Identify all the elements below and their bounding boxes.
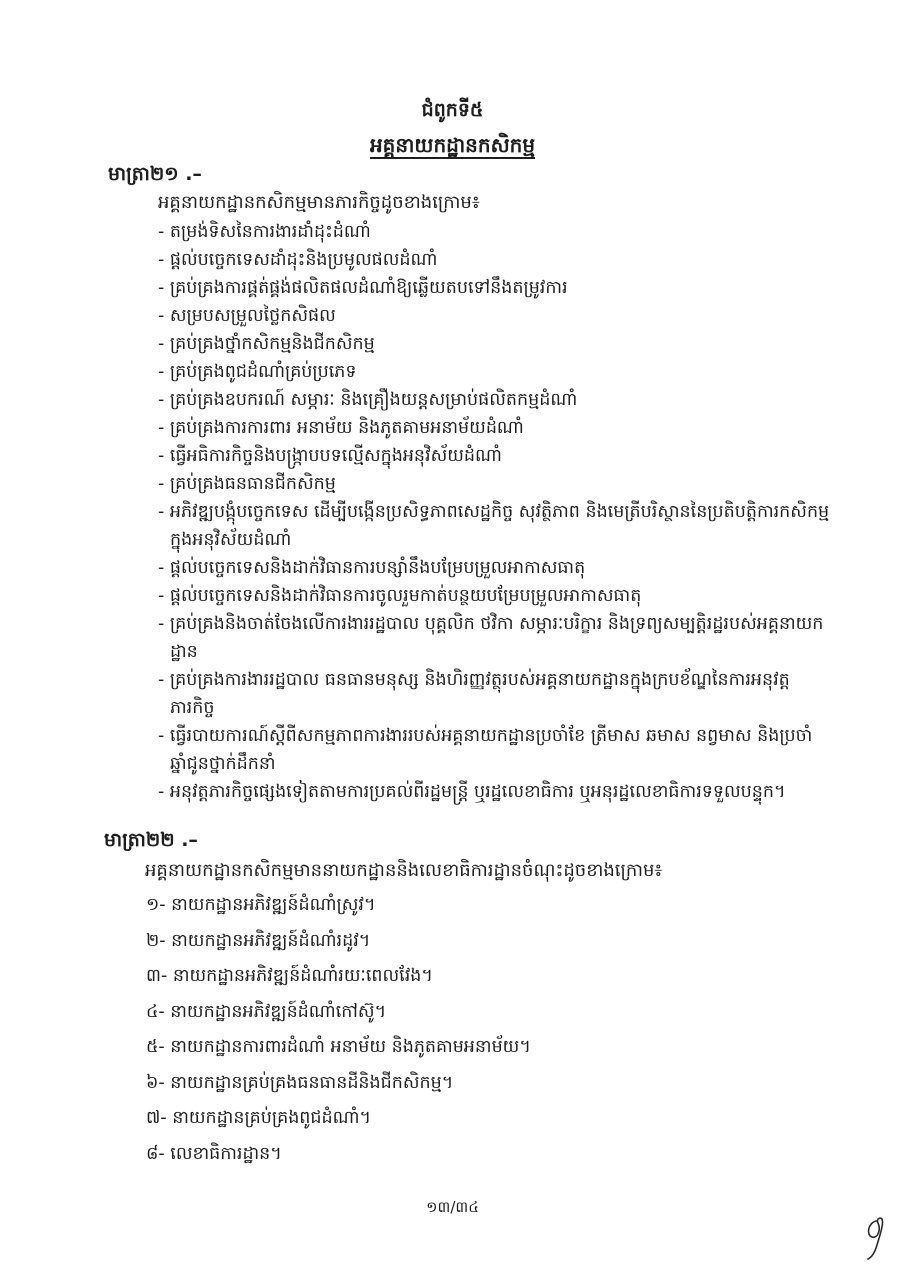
list-item: - គ្រប់គ្រងការងាររដ្ឋបាល ធនធានមនុស្ស និងហិរញ្ញវត្ថុរបស់អគ្គនាយកដ្ឋានក្នុងក្របខ័ណ្ឌនៃការអនុវត្តភារកិច្ច bbox=[158, 666, 830, 722]
list-item: ៥- នាយកដ្ឋានការពារដំណាំ អនាម័យ និងភូតគាមអនាម័យ។ bbox=[146, 1037, 531, 1057]
handwritten-initial-icon bbox=[862, 1215, 888, 1261]
list-item: - អនុវត្តភារកិច្ចផ្សេងទៀតតាមការប្រគល់ពីរដ្ឋមន្ត្រី ឬរដ្ឋលេខាធិការ ឬអនុរដ្ឋលេខាធិការទទួលបន្ទុក។ bbox=[158, 778, 830, 806]
list-item: - គ្រប់គ្រងឧបករណ៍ សម្ភារៈ និងគ្រឿងយន្តសម្រាប់ផលិតកម្មដំណាំ bbox=[158, 386, 830, 414]
article-21-duties-list bbox=[158, 218, 830, 806]
list-item: - សម្របសម្រួលថ្លៃកសិផល bbox=[158, 302, 830, 330]
list-item: - គ្រប់គ្រងពូជដំណាំគ្រប់ប្រភេទ bbox=[158, 358, 830, 386]
list-item: - គ្រប់គ្រងធនធានជីកសិកម្ម bbox=[158, 470, 830, 498]
list-item: ៣- នាយកដ្ឋានអភិវឌ្ឍន៍ដំណាំរយៈពេលវែង។ bbox=[146, 966, 433, 986]
list-item: - ធ្វើរបាយការណ៍ស្តីពីសកម្មភាពការងាររបស់អគ្គនាយកដ្ឋានប្រចាំខែ ត្រីមាស ឆមាស នព្វមាស និងប្រចាំឆ្នាំជូនថ្នាក់ដឹកនាំ bbox=[158, 722, 830, 778]
list-item: ២- នាយកដ្ឋានអភិវឌ្ឍន៍ដំណាំរដូវ។ bbox=[146, 930, 371, 951]
list-item: - ផ្តល់បច្ចេកទេសនិងដាក់វិធានការបន្សាំនឹងបម្រែបម្រួលអាកាសធាតុ bbox=[158, 554, 830, 582]
chapter-title: ជំពូកទី៥ bbox=[421, 99, 484, 121]
list-item: - អភិវឌ្ឍបង្កុំបច្ចេកទេស ដើម្បីបង្កើនប្រសិទ្ធភាពសេដ្ឋកិច្ច សុវត្ថិភាព និងមេត្រីបរិស្ថាននៃប្រតិបត្តិការកសិកម្ម ក្នុងអនុវិស័យដំណាំ bbox=[158, 498, 830, 554]
list-item: ៧- នាយកដ្ឋានគ្រប់គ្រងពូជដំណាំ។ bbox=[146, 1108, 372, 1128]
article-22-intro: អគ្គនាយកដ្ឋានកសិកម្មមាននាយកដ្ឋាននិងលេខាធិការដ្ឋានចំណុះដូចខាងក្រោម៖ bbox=[145, 860, 663, 881]
article-22-heading: មាត្រា២២ .– bbox=[104, 829, 198, 851]
list-item: - គ្រប់គ្រងថ្នាំកសិកម្មនិងជីកសិកម្ម bbox=[158, 330, 830, 358]
article-21-intro: អគ្គនាយកដ្ឋានកសិកម្មមានភារកិច្ចដូចខាងក្រោម៖ bbox=[158, 192, 480, 213]
chapter-subtitle: អគ្គនាយកដ្ឋានកសិកម្ម bbox=[369, 133, 536, 157]
list-item: ៦- នាយកដ្ឋានគ្រប់គ្រងធនធានដីនិងជីកសិកម្ម។ bbox=[146, 1072, 454, 1093]
list-item: ៤- នាយកដ្ឋានអភិវឌ្ឍន៍ដំណាំកៅស៊ូ។ bbox=[146, 1001, 387, 1022]
list-item: - គ្រប់គ្រងការផ្គត់ផ្គង់ផលិតផលដំណាំឱ្យឆ្លើយតបទៅនឹងតម្រូវការ bbox=[158, 274, 830, 302]
list-item: - ផ្តល់បច្ចេកទេសដាំដុះនិងប្រមូលផលដំណាំ bbox=[158, 246, 830, 274]
article-22-departments-list bbox=[146, 888, 766, 1172]
list-item: ១- នាយកដ្ឋានអភិវឌ្ឍន៍ដំណាំស្រូវ។ bbox=[146, 895, 376, 915]
list-item: - តម្រង់ទិសនៃការងារដាំដុះដំណាំ bbox=[158, 218, 830, 246]
page-number: ១៣/៣៤ bbox=[426, 1198, 479, 1216]
list-item: - ផ្តល់បច្ចេកទេសនិងដាក់វិធានការចូលរួមកាត់បន្ថយបម្រែបម្រួលអាកាសធាតុ bbox=[158, 582, 830, 610]
list-item: - ធ្វើអធិការកិច្ចនិងបង្ក្រាបបទល្មើសក្នុងអនុវិស័យដំណាំ bbox=[158, 442, 830, 470]
list-item: - គ្រប់គ្រងនិងចាត់ចែងលើការងាររដ្ឋបាល បុគ្គលិក ថវិកា សម្ភារៈបរិក្ខារ និងទ្រព្យសម្បត្តិរដ្ឋរបស់អគ្គនាយកដ្ឋាន bbox=[158, 610, 830, 666]
list-item: - គ្រប់គ្រងការការពារ អនាម័យ និងភូតគាមអនាម័យដំណាំ bbox=[158, 414, 830, 442]
article-21-heading: មាត្រា២១ .– bbox=[108, 163, 202, 185]
list-item: ៨- លេខាធិការដ្ឋាន។ bbox=[146, 1143, 282, 1164]
